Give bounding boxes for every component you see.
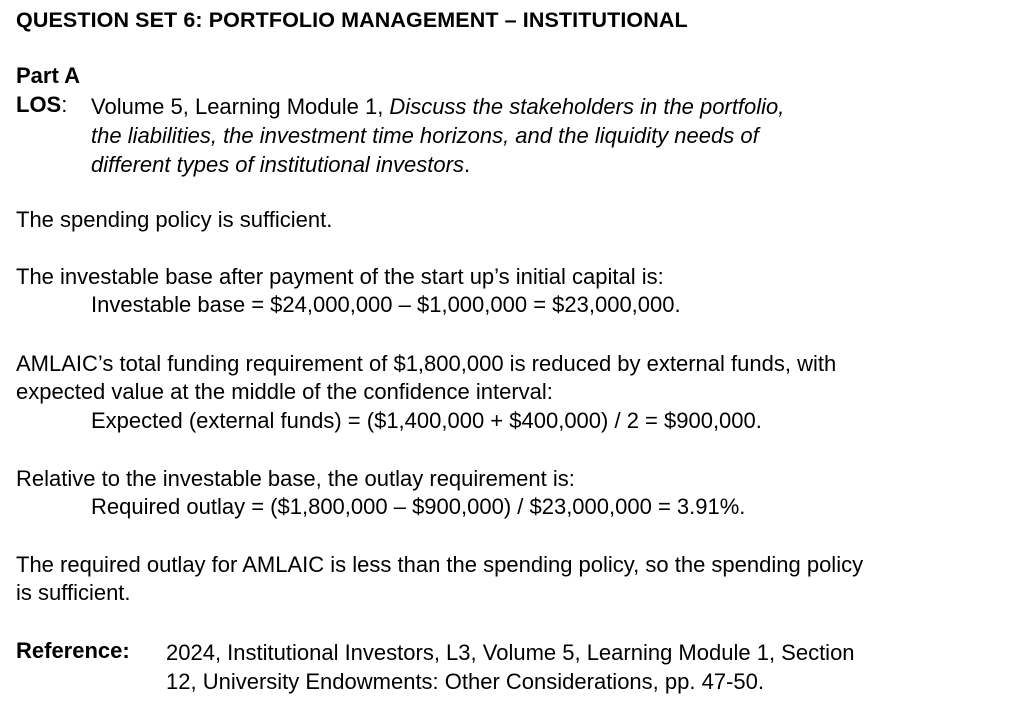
los-colon: : — [61, 92, 68, 117]
los-line-2 — [91, 121, 951, 150]
los-line-3 — [91, 150, 951, 179]
reference-line-2: 12, University Endowments: Other Considerations, pp. 47-50. — [166, 669, 764, 694]
reference-text — [166, 638, 966, 696]
reference-label: Reference: — [16, 638, 130, 663]
los-period: . — [463, 152, 471, 177]
paragraph-final-line-2: is sufficient. — [16, 580, 131, 605]
paragraph-final-line-1: The required outlay for AMLAIC is less than the spending policy, so the spending policy — [16, 552, 864, 577]
paragraph-outlay-intro: Relative to the investable base, the outlay requirement is: — [16, 466, 575, 491]
part-label: Part A — [16, 63, 80, 88]
los-statement — [91, 92, 951, 179]
paragraph-funding-line-2: expected value at the middle of the confidence interval: — [16, 379, 553, 404]
formula-expected-external-funds: Expected (external funds) = ($1,400,000 + $400,000) / 2 = $900,000. — [91, 408, 762, 433]
los-prefix: Volume 5, Learning Module 1, — [91, 94, 390, 119]
los-label-text: LOS — [16, 92, 62, 117]
formula-investable-base: Investable base = $24,000,000 – $1,000,000 = $23,000,000. — [91, 292, 681, 317]
los-line-1 — [91, 92, 951, 121]
formula-required-outlay: Required outlay = ($1,800,000 – $900,000) / $23,000,000 = 3.91%. — [91, 494, 746, 519]
paragraph-funding-line-1: AMLAIC’s total funding requirement of $1,800,000 is reduced by external funds, with — [16, 351, 837, 376]
los-italic-3: different types of institutional investors — [91, 152, 464, 177]
los-italic-2: the liabilities, the investment time horizons, and the liquidity needs of — [91, 123, 759, 148]
paragraph-investable-intro: The investable base after payment of the start up’s initial capital is: — [16, 264, 664, 289]
reference-line-1: 2024, Institutional Investors, L3, Volume 5, Learning Module 1, Section — [166, 640, 855, 665]
los-italic-1: Discuss the stakeholders in the portfolio, — [389, 94, 785, 119]
los-label — [16, 92, 67, 118]
paragraph-conclusion: The spending policy is sufficient. — [16, 207, 333, 232]
question-set-title: QUESTION SET 6: PORTFOLIO MANAGEMENT – INSTITUTIONAL — [16, 8, 688, 32]
